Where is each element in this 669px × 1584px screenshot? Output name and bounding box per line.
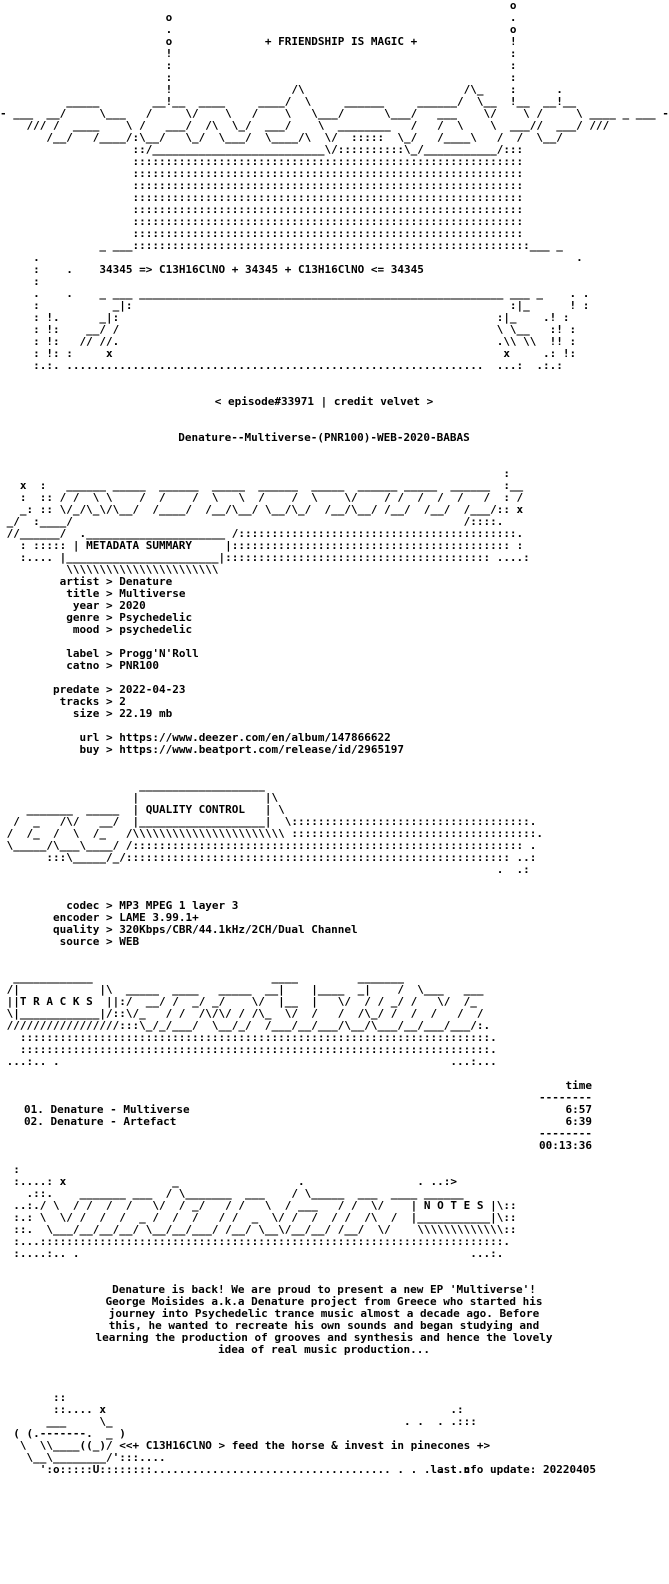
kv-separator: > bbox=[99, 695, 120, 708]
kv-separator: > bbox=[99, 911, 120, 924]
kv-separator: > bbox=[99, 923, 120, 936]
kv-key: title bbox=[0, 587, 100, 600]
episode-line bbox=[0, 396, 648, 432]
kv-key: buy bbox=[0, 743, 100, 756]
kv-separator: > bbox=[99, 683, 120, 696]
kv-value: 2 bbox=[119, 695, 126, 708]
kv-separator: > bbox=[99, 599, 120, 612]
kv-row bbox=[0, 744, 648, 756]
kv-row bbox=[0, 708, 648, 720]
kv-separator: > bbox=[99, 899, 120, 912]
kv-key: predate bbox=[0, 683, 100, 696]
notes-line: Denature is back! We are proud to present a new EP 'Multiverse'! bbox=[112, 1283, 536, 1296]
episode-text: < episode#33971 | credit velvet > bbox=[214, 395, 434, 408]
kv-key: source bbox=[0, 935, 100, 948]
kv-value: PNR100 bbox=[119, 659, 159, 672]
kv-key: label bbox=[0, 647, 100, 660]
time-header: time bbox=[565, 1079, 592, 1092]
track-number: 01. bbox=[24, 1103, 44, 1116]
tracks-list bbox=[0, 1080, 648, 1164]
metadata-banner: : x : ______ _____ ______ _____ ______ _____ ______ _____ ______ :__ : :: / / \ \ / / / \ \ / / \ \/ / / / / / / : / _: :: \/_/\_\/\__/ /____/ /__/\__/ \__/\_/ /__/\__/ /__/ /__/ /___/:: x _/ :____/ /::::. //______/ ._____________________ /::::::::::::::::::::::::::::::::::::::::::. : ::::: | METADATA SUMMARY |:::::::::::::::::::::::::::::::::::::::::: : :.... |_______________________|:::::::::::::::::::::::::::::::::::::::: ....: \\\\\\\\\\\\\\\\\\\\\\\ bbox=[6, 467, 530, 576]
release-name: Denature--Multiverse-(PNR100)-WEB-2020-BABAS bbox=[178, 431, 470, 444]
last-update: last nfo update: 20220405 bbox=[430, 1463, 596, 1476]
tracks-divider: -------- bbox=[539, 1091, 592, 1104]
kv-value: 2020 bbox=[119, 599, 146, 612]
kv-key: encoder bbox=[0, 911, 100, 924]
kv-separator: > bbox=[99, 575, 120, 588]
track-time: 6:39 bbox=[565, 1115, 592, 1128]
kv-key: mood bbox=[0, 623, 100, 636]
metadata-rows-2 bbox=[0, 648, 648, 684]
track-time: 6:57 bbox=[565, 1103, 592, 1116]
kv-key: url bbox=[0, 731, 100, 744]
kv-separator: > bbox=[99, 623, 120, 636]
footer-art: :: ::.... x .: ___ \_ . . . .::: ( (.-------. _ ) \ \\____((_)/ <<+ C13H16ClNO > feed the horse & invest in pinecones +> \__\________/':::.... ':o:::::U::::::::.................................... . . . . ..: bbox=[13, 1391, 491, 1476]
footer-tagline: <<+ C13H16ClNO > feed the horse & invest in pinecones +> bbox=[119, 1439, 491, 1452]
kv-value: 22.19 mb bbox=[119, 707, 173, 720]
metadata-title: METADATA SUMMARY bbox=[86, 539, 193, 552]
kv-value: Psychedelic bbox=[119, 611, 193, 624]
total-time: 00:13:36 bbox=[539, 1139, 592, 1152]
quality-title: QUALITY CONTROL bbox=[145, 803, 246, 816]
kv-separator: > bbox=[99, 611, 120, 624]
notes-title: N O T E S bbox=[423, 1199, 484, 1212]
kv-key: genre bbox=[0, 611, 100, 624]
tracks-divider: -------- bbox=[539, 1127, 592, 1140]
kv-key: size bbox=[0, 707, 100, 720]
notes-line: this, he wanted to recreate his own sounds and began studying and bbox=[108, 1319, 540, 1332]
track-name: Denature - Artefact bbox=[50, 1115, 177, 1128]
header-formula: 34345 => C13H16ClNO + 34345 + C13H16ClNO <= 34345 bbox=[99, 263, 424, 276]
kv-separator: > bbox=[99, 935, 120, 948]
kv-value: https://www.beatport.com/release/id/2965197 bbox=[119, 743, 404, 756]
kv-row bbox=[0, 660, 648, 672]
kv-value: Progg'N'Roll bbox=[119, 647, 199, 660]
kv-separator: > bbox=[99, 731, 120, 744]
tracks-total bbox=[0, 1140, 648, 1152]
kv-value: Multiverse bbox=[119, 587, 186, 600]
track-name: Denature - Multiverse bbox=[50, 1103, 190, 1116]
release-line bbox=[0, 432, 648, 468]
kv-value: 320Kbps/CBR/44.1kHz/2CH/Dual Channel bbox=[119, 923, 358, 936]
metadata-rows-4 bbox=[0, 732, 648, 780]
notes-line: learning the production of grooves and synthesis and hence the lovely bbox=[95, 1331, 553, 1344]
kv-value: psychedelic bbox=[119, 623, 193, 636]
kv-key: catno bbox=[0, 659, 100, 672]
kv-key: year bbox=[0, 599, 100, 612]
notes-line: journey into Psychedelic trance music almost a decade ago. Before bbox=[108, 1307, 540, 1320]
kv-value: MP3 MPEG 1 layer 3 bbox=[119, 899, 239, 912]
kv-key: codec bbox=[0, 899, 100, 912]
quality-rows bbox=[0, 900, 648, 972]
metadata-rows-1 bbox=[0, 576, 648, 648]
kv-row bbox=[0, 624, 648, 636]
kv-separator: > bbox=[99, 587, 120, 600]
track-number: 02. bbox=[24, 1115, 44, 1128]
track-title bbox=[24, 1116, 176, 1128]
kv-separator: > bbox=[99, 743, 120, 756]
kv-separator: > bbox=[99, 647, 120, 660]
notes-banner: : :....: x _ . . ..:> .::. _______ ___ / \_______ ___ / \_____ ___ ____ ______ ..:./ \ / / / / \/ / _/ / / \ / ___ / / \/ | N O T E S |\:: :.: \ \/ / / / _ / / / / / _ \/ / / / / /\ / |___________|\:: ::. \___/__/__/__/ \__/__/___/ /__/ \__\/__/__/ /__/ \/ \\\\\\\\\\\\\:: :...::::::::::::::::::::::::::::::::::::::::::::::::::::::::::::::::::::::. :....:.. . ...:. bbox=[13, 1163, 517, 1260]
kv-key: quality bbox=[0, 923, 100, 936]
quality-banner: ___________________ | |\ _______ _____ | QUALITY CONTROL | \ / _ /\/ __/ |___________________| \::::::::::::::::::::::::::::::::::::. / /_ / \ /_ /\\\\\\\\\\\\\\\\\\\\\\\ :::::::::::::::::::::::::::::::::::::. \_____/\___\____/ /::::::::::::::::::::::::::::::::::::::::::::::::::::::::::: . :::\_____/_/:::::::::::::::::::::::::::::::::::::::::::::::::::::::::: ..: . .: bbox=[6, 779, 544, 876]
notes-line: George Moisides a.k.a Denature project from Greece who started his bbox=[105, 1295, 543, 1308]
notes-text bbox=[0, 1284, 648, 1392]
kv-separator: > bbox=[99, 707, 120, 720]
kv-value: LAME 3.99.1+ bbox=[119, 911, 199, 924]
kv-separator: > bbox=[99, 659, 120, 672]
kv-key: tracks bbox=[0, 695, 100, 708]
metadata-rows-3 bbox=[0, 684, 648, 732]
kv-row bbox=[0, 936, 648, 948]
kv-value: WEB bbox=[119, 935, 140, 948]
notes-line: idea of real music production... bbox=[218, 1343, 430, 1356]
header-art: o o . . o o + FRIENDSHIP IS MAGIC + ! ! : : : : : ! /\ /\_ : . _____ __!__ ____ ____/ \ ______ ______/ \__ !__ __!__ - ___ __/ \___ / \/ \ / \ \___/ \___/ ___ \/ \ / \ ____ _ ___ - /// / ____ \ / ___/ /\ \_/ ___/ \ ________ / / \ \ ___// ___/ /// /__/ /____/:\__/ \_/ \___/ \____/\ \/ ::::: \_/ /____\ / / \__/ ::/__________________________\/::::::::::\_/___________/::: ::::::::::::::::::::::::::::::::::::::::::::::::::::::::::: ::::::::::::::::::::::::::::::::::::::::::::::::::::::::::: ::::::::::::::::::::::::::::::::::::::::::::::::::::::::::: ::::::::::::::::::::::::::::::::::::::::::::::::::::::::::: ::::::::::::::::::::::::::::::::::::::::::::::::::::::::::: ::::::::::::::::::::::::::::::::::::::::::::::::::::::::::: ::::::::::::::::::::::::::::::::::::::::::::::::::::::::::: _ ___::::::::::::::::::::::::::::::::::::::::::::::::::::::::::::___ _ . . : . 34345 => C13H16ClNO + 34345 + C13H16ClNO <= 34345 : . . _ ___ _______________________________________________________ ___ _ . . : _|: :|_ ! : : !. _|: :|_ .! : : !: __/ / \ \__ :! : : !: // //. .\\ \\ !! : : !: : x x .: !: :.:. ............................................................... ...: .:.: bbox=[0, 0, 669, 372]
kv-key: artist bbox=[0, 575, 100, 588]
header-title: + FRIENDSHIP IS MAGIC + bbox=[264, 35, 418, 48]
kv-value: https://www.deezer.com/en/album/147866622 bbox=[119, 731, 391, 744]
tracks-banner: ____________ ____ _______ /| |\ _____ ____ _____ __| |____ _| / \___ ___ ||T R A C K S ||:/ __/ / _/ _/ \/ |__ | \/ / / _/ / \/ /_ \|____________|/::\/_ / / /\/\/ / /\_ \/ / / /\_/ / / / / / /////////////////:::\_/_/___/ \__/_/ /___/__/___/\__/\___/__/___/___/:. :::::::::::::::::::::::::::::::::::::::::::::::::::::::::::::::::::::::. :::::::::::::::::::::::::::::::::::::::::::::::::::::::::::::::::::::::. ...:.. . ...:... bbox=[6, 971, 497, 1068]
kv-value: 2022-04-23 bbox=[119, 683, 186, 696]
kv-value: Denature bbox=[119, 575, 173, 588]
tracks-title: T R A C K S bbox=[19, 995, 93, 1008]
